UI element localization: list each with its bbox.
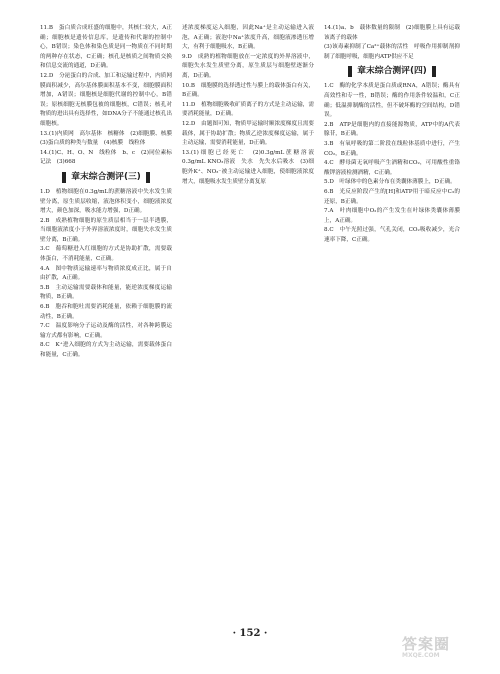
watermark-sub-text: MXQE.COM bbox=[402, 652, 440, 659]
watermark-logo bbox=[402, 633, 482, 663]
answer-entry: 2.B 成熟植物细胞的原生质层相当于一层半透膜，当细胞液浓度小于外界溶液浓度时，细胞失水发生质壁分离，B正确。 bbox=[40, 217, 172, 243]
watermark-main-text: 答案圈 bbox=[402, 635, 451, 653]
answer-entry: 4.C 酵母菌无氧呼吸产生酒精和CO₂，可用酸性重铬酸钾溶液检测酒精，C正确。 bbox=[324, 160, 460, 176]
answer-entry: 12.D 由题图可知，物质甲运输时顺浓度梯度且需要载体，属于协助扩散；物质乙逆浓度梯度运输，属于主动运输，需要消耗能量，D正确。 bbox=[182, 120, 314, 147]
banner-title: 章末综合测评(三) bbox=[71, 171, 141, 182]
answer-entry: 10.B 细胞膜的选择透过性与膜上的载体蛋白有关，B正确。 bbox=[182, 82, 314, 99]
answer-column-right bbox=[324, 24, 460, 245]
answer-entry: 14.(1)a、b 载体数量的限制 (2)细胞膜上具有运载该离子的载体 bbox=[324, 25, 460, 41]
answer-entry: 8.C 中午光照过强，气孔关闭，CO₂吸收减少，光合速率下降，C正确。 bbox=[324, 227, 460, 243]
answer-entry: 述浓度梯度运入细胞，因此Na⁺是主动运输进入液泡，A正确；液泡中Na⁺浓度升高，细胞液渗透压增大，有利于细胞吸水，B正确。 bbox=[182, 25, 314, 51]
answer-entry: 6.B 光反应阶段产生的[H]和ATP用于暗反应中C₃的还原，B正确。 bbox=[324, 188, 460, 205]
answer-entry: 14.(1)C、H、O、N 线粒体 b、c (2)同位素标记法 (3)668 bbox=[40, 149, 172, 166]
section-banner bbox=[40, 171, 172, 184]
answer-entry: 11.D 植物细胞吸收矿质离子的方式是主动运输，需要消耗能量，D正确。 bbox=[182, 101, 314, 118]
banner-bar-left bbox=[348, 66, 352, 77]
banner-bar-right bbox=[146, 172, 150, 183]
answer-entry: 7.A 叶肉细胞中O₂的产生发生在叶绿体类囊体薄膜上，A正确。 bbox=[324, 208, 460, 224]
banner-bar-right bbox=[432, 66, 436, 77]
answer-entry: 13.(1)细胞已经死亡 (2)0.3g/mL蔗糖溶液 0.3g/mL KNO₃溶液 失水 先失水后吸水 (3)细胞外K⁺、NO₃⁻被主动运输进入细胞，使细胞液浓度增大，细胞吸水发生质壁分离复原 bbox=[182, 149, 320, 185]
answer-entry: 4.A 图中物质运输速率与物质浓度成正比，属于自由扩散，A正确。 bbox=[40, 265, 172, 282]
answer-entry: 2.B ATP是细胞内的直接能源物质，ATP中的A代表腺苷，B正确。 bbox=[324, 121, 460, 138]
section-banner bbox=[324, 65, 460, 78]
answer-entry: 3.B 有氧呼吸的第二阶段在线粒体基质中进行，产生CO₂，B正确。 bbox=[324, 140, 460, 157]
page-number: · 152 · bbox=[232, 628, 268, 639]
answer-column-middle bbox=[182, 24, 320, 187]
answer-entry: 12.D 分泌蛋白的合成、加工和运输过程中，内质网膜面积减少，高尔基体膜面积基本不变，细胞膜面积增加，A错误；细胞核是细胞代谢的控制中心，B错误；原核细胞无核膜包被的细胞核，C错误；核孔对物质的进出具有选择性，如DNA分子不能通过核孔出细胞核。 bbox=[40, 72, 172, 127]
answer-entry: (3)该毒素抑制了Ca²⁺载体的活性 呼吸作用抑制剂抑制了细胞呼吸，细胞内ATP供应不足 bbox=[324, 44, 460, 60]
answer-entry: 6.B 胞吞和胞吐需要消耗能量，依赖于细胞膜的流动性，B正确。 bbox=[40, 304, 172, 320]
answer-entry: 3.C 葡萄糖进入红细胞的方式是协助扩散，需要载体蛋白，不消耗能量，C正确。 bbox=[40, 246, 172, 263]
answer-entry: 13.(1)内质网 高尔基体 核糖体 (2)细胞膜、核膜 (3)蛋白质的种类与数量 (4)核膜 线粒体 bbox=[40, 130, 178, 147]
answer-entry: 1.D 植物细胞在0.3g/mL的蔗糖溶液中失水发生质壁分离，原生质层收缩，液泡体积变小，细胞液浓度增大，颜色加深，吸水能力增强，D正确。 bbox=[40, 188, 172, 215]
answer-entry: 5.D 叶绿体中的色素分布在类囊体薄膜上，D正确。 bbox=[324, 179, 456, 186]
answer-entry: 11.B 蛋白质合成旺盛的细胞中，其核仁较大，A正确；细胞核是遗传信息库，是遗传和代谢的控制中心，B错误；染色体和染色质是同一物质在不同时期的两种存在状态，C正确；核孔是核质之间物质交换和信息交流的通道，D正确。 bbox=[40, 25, 172, 70]
answer-entry: 7.C 温度影响分子运动及酶的活性，对各种跨膜运输方式都有影响，C正确。 bbox=[40, 323, 172, 339]
banner-bar-left bbox=[62, 172, 66, 183]
banner-title: 章末综合测评(四) bbox=[357, 66, 427, 77]
answer-entry: 9.D 成熟的植物细胞放在一定浓度的外界溶液中，细胞失水发生质壁分离，原生质层与细胞壁逐渐分离，D正确。 bbox=[182, 53, 314, 79]
answer-entry: 5.B 主动运输需要载体和能量，能逆浓度梯度运输物质，B正确。 bbox=[40, 284, 172, 301]
answer-entry: 8.C K⁺进入细胞的方式为主动运输，需要载体蛋白和能量，C正确。 bbox=[40, 342, 172, 358]
answer-entry: 1.C 酶的化学本质是蛋白质或RNA，A错误；酶具有高效性和专一性，B错误；酶的作用条件较温和，C正确；低温抑制酶的活性，但不破坏酶的空间结构，D错误。 bbox=[324, 83, 460, 119]
answer-column-left bbox=[40, 24, 178, 361]
